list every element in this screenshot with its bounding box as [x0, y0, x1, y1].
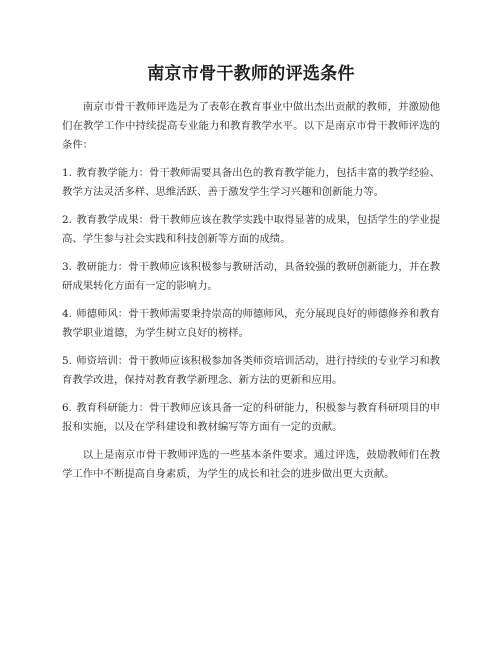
item-text: 教育科研能力：骨干教师应该具备一定的科研能力，积极参与教育科研项目的申报和实施，以及在学科建设和教材编写等方面有一定的贡献。 — [62, 402, 440, 433]
criteria-item-1 — [62, 164, 440, 202]
item-text: 教育教学成果：骨干教师应该在教学实践中取得显著的成果，包括学生的学业提高、学生参与社会实践和科技创新等方面的成绩。 — [62, 214, 440, 245]
criteria-item-6 — [62, 399, 440, 437]
item-text: 师资培训：骨干教师应该积极参加各类师资培训活动，进行持续的专业学习和教育教学改进，保持对教育教学新理念、新方法的更新和应用。 — [62, 355, 440, 386]
intro-paragraph: 南京市骨干教师评选是为了表彰在教育事业中做出杰出贡献的教师，并激励他们在教学工作中持续提高专业能力和教育教学水平。以下是南京市骨干教师评选的条件： — [62, 101, 440, 151]
criteria-item-4 — [62, 305, 440, 343]
item-number: 2. — [62, 214, 72, 226]
item-number: 6. — [62, 402, 72, 414]
document-title: 南京市骨干教师的评选条件 — [147, 64, 355, 84]
item-number: 5. — [62, 355, 72, 367]
item-number: 4. — [62, 308, 72, 320]
criteria-item-5 — [62, 352, 440, 390]
item-number: 1. — [62, 167, 72, 179]
item-number: 3. — [62, 261, 72, 273]
item-text: 师德师风：骨干教师需要秉持崇高的师德师风，充分展现良好的师德修养和教育教学职业道德，为学生树立良好的榜样。 — [62, 308, 440, 339]
item-text: 教育教学能力：骨干教师需要具备出色的教育教学能力，包括丰富的教学经验、教学方法灵活多样、思维活跃、善于激发学生学习兴趣和创新能力等。 — [62, 167, 440, 198]
conclusion-paragraph: 以上是南京市骨干教师评选的一些基本条件要求。通过评选，鼓励教师们在教学工作中不断提高自身素质，为学生的成长和社会的进步做出更大贡献。 — [62, 449, 440, 480]
document-body — [62, 98, 440, 493]
criteria-item-3 — [62, 258, 440, 296]
criteria-item-2 — [62, 211, 440, 249]
item-text: 教研能力：骨干教师应该积极参与教研活动，具备较强的教研创新能力，并在教研成果转化方面有一定的影响力。 — [62, 261, 440, 292]
